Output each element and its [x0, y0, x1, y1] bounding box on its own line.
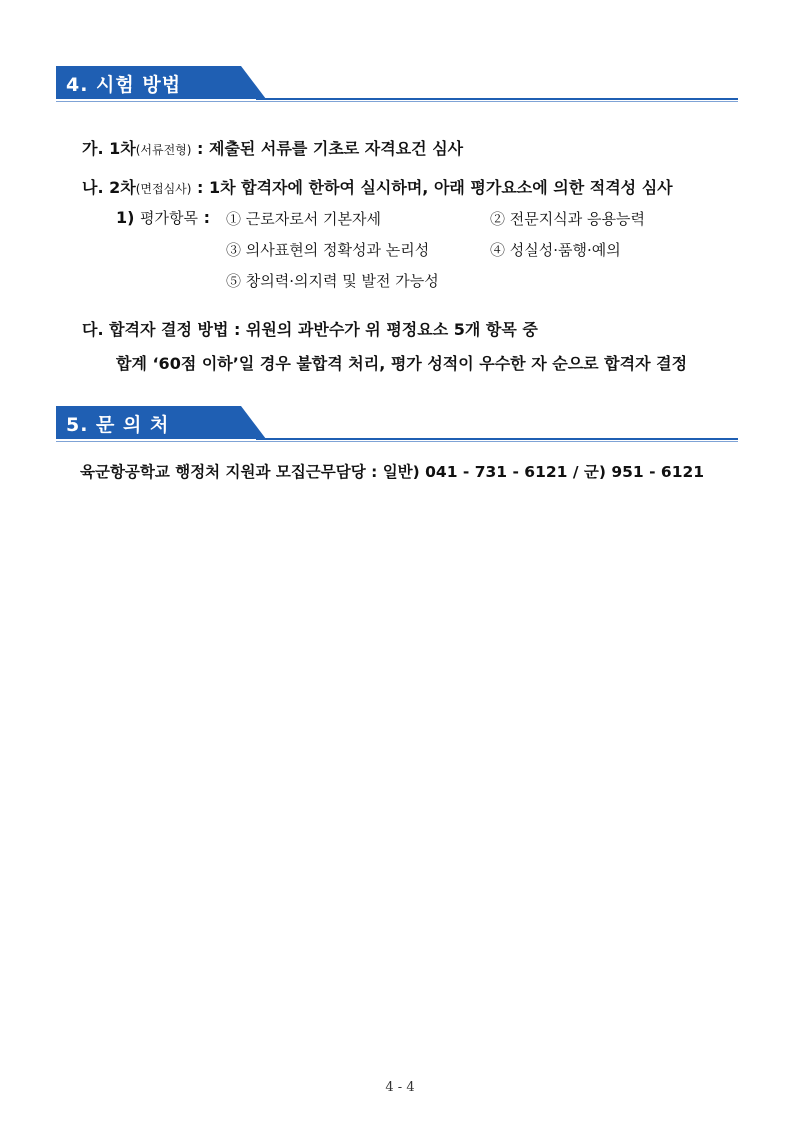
section-5-rule	[256, 438, 738, 440]
eval-item-5: ⑤ 창의력·의지력 및 발전 가능성	[226, 272, 439, 290]
item-da-line2: 합계 ‘60점 이하’일 경우 불합격 처리, 평가 성적이 우수한 자 순으로 합격자 결정	[116, 354, 688, 373]
eval-item-1: ① 근로자로서 기본자세	[226, 210, 381, 228]
section-4-rule	[256, 98, 738, 100]
eval-item-3: ③ 의사표현의 정확성과 논리성	[226, 241, 430, 259]
item-ga-label: 가. 1차	[82, 139, 136, 158]
section-4-title: 4. 시험 방법	[66, 74, 182, 96]
eval-num: 1)	[116, 208, 135, 227]
item-ga-text: : 제출된 서류를 기초로 자격요건 심사	[197, 139, 464, 158]
page-number: 4 - 4	[385, 1080, 415, 1095]
section-5-title: 5. 문 의 처	[66, 414, 170, 436]
item-na	[82, 175, 673, 198]
contact-info: 육군항공학교 행정처 지원과 모집근무담당 : 일반) 041 - 731 - 6121 / 군) 951 - 6121	[80, 463, 705, 481]
item-ga-sub: (서류전형)	[135, 143, 192, 157]
section-4-rule-thin	[56, 101, 738, 102]
item-da-line1: 다. 합격자 결정 방법 : 위원의 과반수가 위 평정요소 5개 항목 중	[82, 320, 538, 339]
section-5-header	[56, 406, 738, 442]
eval-colon: :	[203, 208, 210, 227]
item-na-label: 나. 2차	[82, 178, 136, 197]
eval-item-2: ② 전문지식과 응용능력	[490, 210, 645, 228]
item-na-sub: (면접심사)	[135, 182, 192, 196]
eval-item-4: ④ 성실성·품행·예의	[490, 241, 621, 259]
item-na-text: : 1차 합격자에 한하여 실시하며, 아래 평가요소에 의한 적격성 심사	[197, 178, 673, 197]
section-5-rule-thin	[56, 441, 738, 442]
eval-label: 평가항목	[140, 209, 198, 227]
eval-heading	[116, 207, 210, 228]
section-4-header	[56, 66, 738, 102]
item-ga	[82, 136, 463, 159]
